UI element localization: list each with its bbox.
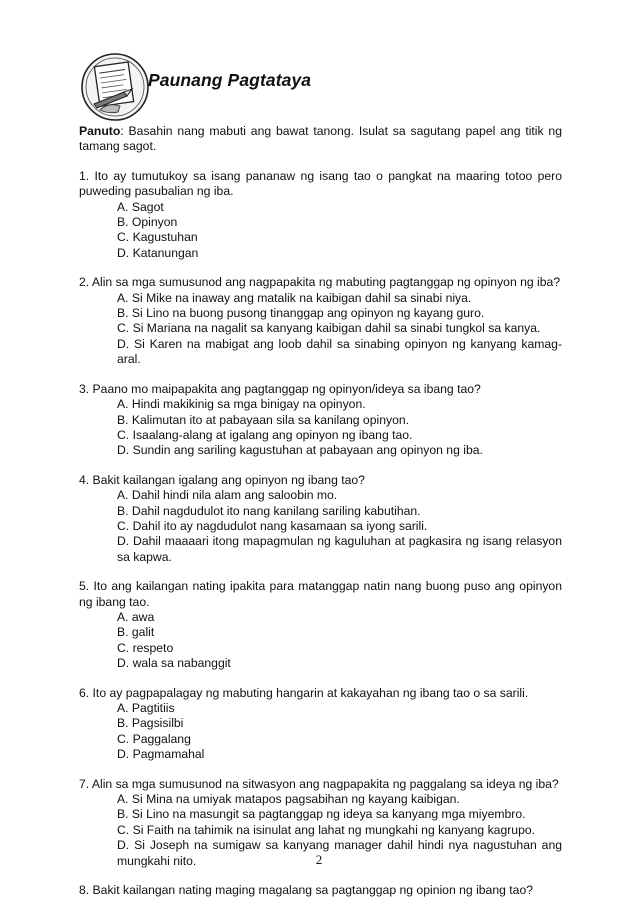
quiz-content	[79, 124, 562, 912]
option-c: C. respeto	[117, 640, 174, 655]
option-b: B. galit	[117, 625, 155, 640]
question-8	[79, 883, 562, 898]
question-text: 7. Alin sa mga sumusunod na sitwasyon ang nagpapakita ng paggalang sa ideya ng iba?	[79, 776, 559, 791]
option-c: C. Paggalang	[117, 731, 191, 746]
option-d: D. Si Karen na mabigat ang loob dahil sa sinabing opinyon ng kanyang kamag-aral.	[117, 336, 562, 367]
option-a: A. awa	[117, 609, 155, 624]
option-c: C. Si Mariana na nagalit sa kanyang kaibigan dahil sa sinabi tungkol sa kanya.	[117, 321, 541, 336]
option-a: A. Hindi makikinig sa mga binigay na opinyon.	[117, 397, 366, 412]
question-text: 4. Bakit kailangan igalang ang opinyon ng ibang tao?	[79, 472, 365, 487]
page-number: 2	[315, 852, 323, 867]
option-c: C. Kagustuhan	[117, 230, 198, 245]
option-b: B. Dahil nagdudulot ito nang kanilang sariling kabutihan.	[117, 503, 421, 518]
option-c: C. Isaalang-alang at igalang ang opinyon ng ibang tao.	[117, 427, 413, 442]
option-b: B. Si Lino na masungit sa pagtanggap ng ideya sa kanyang mga miyembro.	[117, 807, 526, 822]
instructions-label: Panuto	[79, 124, 121, 138]
question-1	[79, 169, 562, 261]
option-a: A. Sagot	[117, 199, 164, 214]
option-b: B. Opinyon	[117, 215, 178, 230]
option-b: B. Si Lino na buong pusong tinanggap ang opinyon ng kayang guro.	[117, 306, 485, 321]
page-title: Paunang Pagtataya	[148, 70, 312, 90]
question-text: 3. Paano mo maipapakita ang pagtanggap ng opinyon/ideya sa ibang tao?	[79, 381, 481, 396]
option-b: B. Kalimutan ito at pabayaan sila sa kanilang opinyon.	[117, 412, 410, 427]
question-3	[79, 382, 562, 459]
option-d: D. Si Joseph na sumigaw sa kanyang manager dahil hindi nya nagustuhan ang mungkahi nito.	[117, 838, 562, 868]
question-4	[79, 473, 562, 565]
option-a: A. Si Mina na umiyak matapos pagsabihan ng kayang kaibigan.	[117, 792, 460, 807]
question-text: 6. Ito ay pagpapalagay ng mabuting hangarin at kakayahan ng ibang tao o sa sarili.	[79, 685, 529, 700]
option-d: D. Pagmamahal	[117, 747, 205, 762]
option-a: A. Si Mike na inaway ang matalik na kaibigan dahil sa sinabi niya.	[117, 290, 472, 305]
question-5	[79, 579, 562, 671]
exam-paper-pencil-icon	[80, 52, 150, 122]
option-d: D. wala sa nabanggit	[117, 656, 231, 671]
question-2	[79, 275, 562, 367]
option-d: D. Sundin ang sariling kagustuhan at pabayaan ang opinyon ng iba.	[117, 443, 483, 458]
question-text: 2. Alin sa mga sumusunod ang nagpapakita ng mabuting pagtanggap ng opinyon ng iba?	[79, 275, 561, 290]
question-text: 1. Ito ay tumutukoy sa isang pananaw ng isang tao o pangkat na maaring totoo pero puweding pasubalian ng iba.	[79, 168, 562, 199]
question-text: 8. Bakit kailangan nating maging magalang sa pagtanggap ng opinion ng ibang tao?	[79, 883, 533, 898]
question-text: 5. Ito ang kailangan nating ipakita para matanggap natin nang buong puso ang opinyon ng ibang tao.	[79, 579, 562, 609]
page-header	[80, 52, 480, 124]
option-c: C. Dahil ito ay nagdudulot nang kasamaan sa iyong sarili.	[117, 518, 428, 533]
instructions	[79, 124, 562, 155]
option-a: A. Pagtitiis	[117, 701, 175, 715]
option-a: A. Dahil hindi nila alam ang saloobin mo.	[117, 488, 338, 503]
question-6	[79, 686, 562, 763]
option-b: B. Pagsisilbi	[117, 716, 184, 731]
instructions-text: : Basahin nang mabuti ang bawat tanong. Isulat sa sagutang papel ang titik ng tamang sagot.	[79, 124, 562, 154]
option-d: D. Katanungan	[117, 245, 199, 260]
option-d: D. Dahil maaaari itong mapagmulan ng kaguluhan at pagkasira ng isang relasyon sa kapwa.	[117, 534, 562, 564]
option-c: C. Si Faith na tahimik na isinulat ang lahat ng mungkahi ng kanyang kagrupo.	[117, 822, 536, 837]
